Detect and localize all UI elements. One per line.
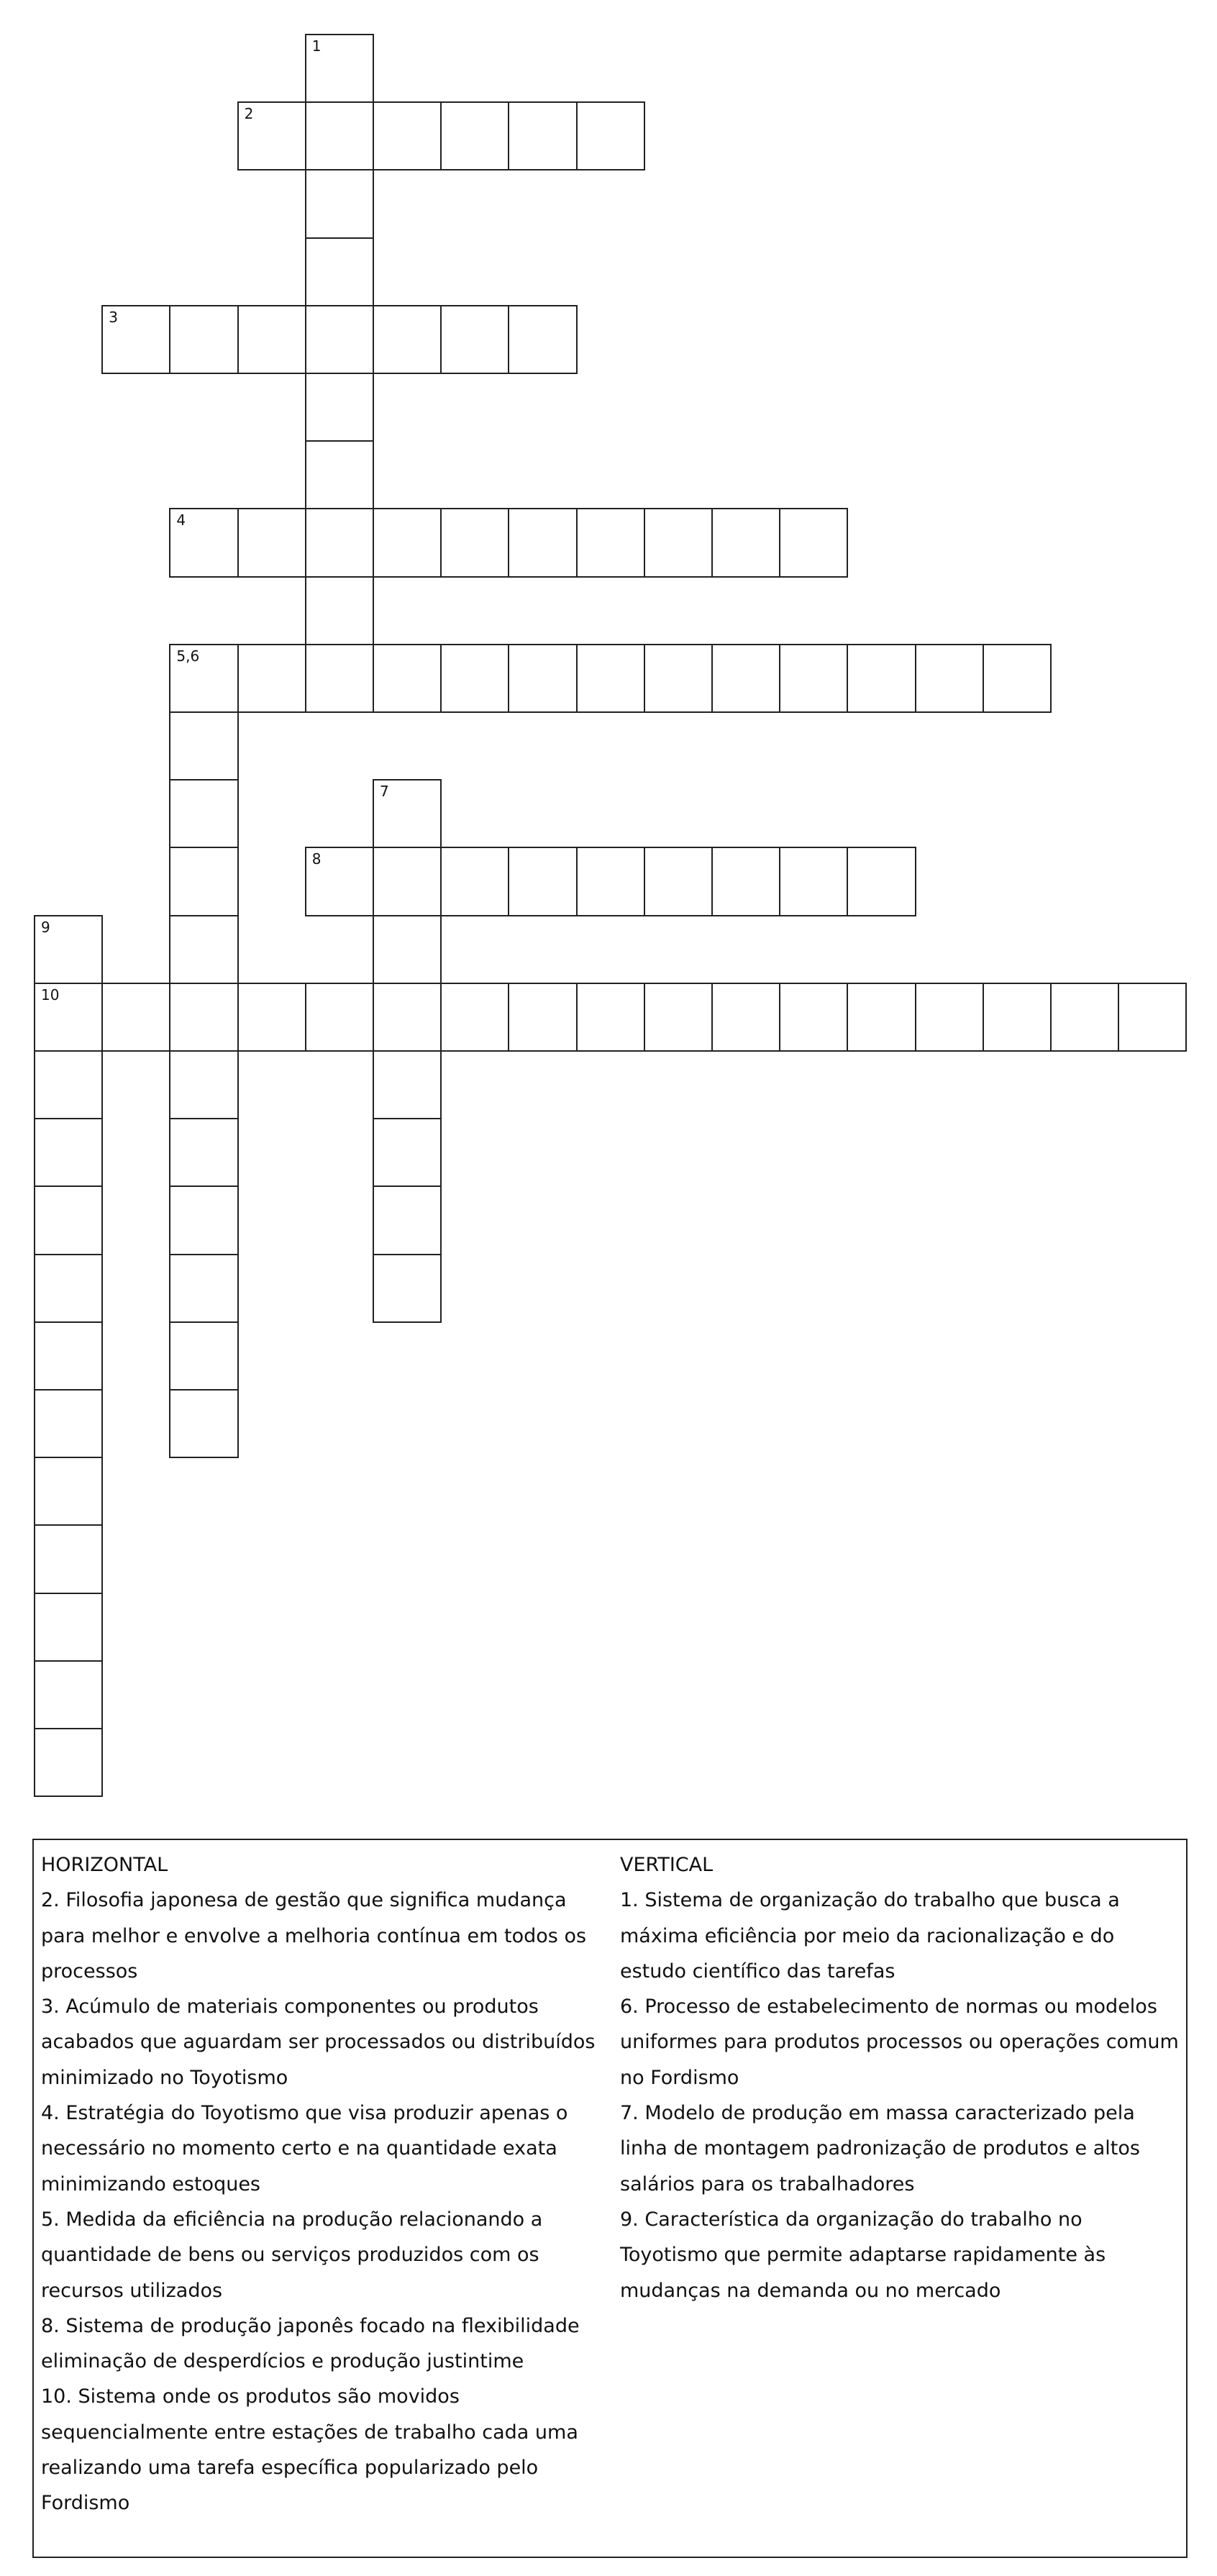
- crossword-cell[interactable]: [34, 1593, 103, 1662]
- crossword-cell[interactable]: [1118, 983, 1187, 1052]
- crossword-cell[interactable]: [169, 779, 238, 848]
- clue-across-2: 2. Filosofia japonesa de gestão que significa mudança para melhor e envolve a melhoria contínua em todos os processos: [41, 1889, 587, 1983]
- crossword-cell[interactable]: [711, 847, 780, 916]
- crossword-cell[interactable]: [440, 847, 509, 916]
- crossword-cell[interactable]: [983, 644, 1052, 713]
- crossword-cell[interactable]: [34, 1457, 103, 1526]
- crossword-cell[interactable]: [169, 1389, 238, 1458]
- clue-across-3: 3. Acúmulo de materiais componentes ou produtos acabados que aguardam ser processados ou distribuídos minimizado no Toyotismo: [41, 1995, 596, 2089]
- clue-number: 3: [109, 308, 118, 326]
- crossword-cell[interactable]: [644, 983, 713, 1052]
- crossword-cell[interactable]: [373, 508, 442, 577]
- crossword-cell[interactable]: [508, 983, 577, 1052]
- crossword-cell[interactable]: [34, 915, 103, 984]
- crossword-cell[interactable]: [373, 1254, 442, 1323]
- crossword-cell[interactable]: [305, 508, 374, 577]
- crossword-cell[interactable]: [305, 373, 374, 442]
- crossword-cell[interactable]: [34, 1050, 103, 1119]
- crossword-cell[interactable]: [305, 440, 374, 509]
- clue-across-5: 5. Medida da eficiência na produção relacionando a quantidade de bens ou serviços produzidos com os recursos utilizados: [41, 2208, 543, 2302]
- crossword-cell[interactable]: [440, 101, 509, 170]
- crossword-cell[interactable]: [373, 305, 442, 374]
- crossword-cell[interactable]: [169, 711, 238, 780]
- clue-across-8: 8. Sistema de produção japonês focado na flexibilidade eliminação de desperdícios e produção justintime: [41, 2314, 580, 2373]
- crossword-cell[interactable]: [847, 847, 916, 916]
- crossword-cell[interactable]: [34, 983, 103, 1052]
- crossword-cell[interactable]: [508, 101, 577, 170]
- crossword-cell[interactable]: [644, 508, 713, 577]
- crossword-cell[interactable]: [373, 983, 442, 1052]
- crossword-cell[interactable]: [237, 101, 306, 170]
- crossword-cell[interactable]: [711, 983, 780, 1052]
- crossword-cell[interactable]: [305, 576, 374, 645]
- crossword-cell[interactable]: [847, 644, 916, 713]
- crossword-cell[interactable]: [576, 847, 645, 916]
- crossword-cell[interactable]: [440, 644, 509, 713]
- clue-down-9: 9. Característica da organização do trabalho no Toyotismo que permite adaptarse rapidamente às mudanças na demanda ou no mercado: [620, 2208, 1106, 2302]
- crossword-cell[interactable]: [576, 644, 645, 713]
- clue-down-6: 6. Processo de estabelecimento de normas ou modelos uniformes para produtos processos ou operações comum no Fordismo: [620, 1995, 1179, 2089]
- crossword-cell[interactable]: [305, 237, 374, 306]
- crossword-cell[interactable]: [576, 983, 645, 1052]
- clue-down-1: 1. Sistema de organização do trabalho que busca a máxima eficiência por meio da racionalização e do estudo científico das tarefas: [620, 1889, 1120, 1983]
- crossword-cell[interactable]: [373, 101, 442, 170]
- crossword-cell[interactable]: [983, 983, 1052, 1052]
- crossword-cell[interactable]: [305, 305, 374, 374]
- crossword-cell[interactable]: [169, 1185, 238, 1255]
- crossword-cell[interactable]: [169, 305, 238, 374]
- clue-number: 2: [244, 105, 254, 123]
- crossword-cell[interactable]: [373, 1050, 442, 1119]
- crossword-cell[interactable]: [779, 847, 848, 916]
- crossword-cell[interactable]: [373, 644, 442, 713]
- crossword-cell[interactable]: [169, 915, 238, 984]
- crossword-cell[interactable]: [305, 101, 374, 170]
- crossword-cell[interactable]: [169, 983, 238, 1052]
- crossword-cell[interactable]: [576, 101, 645, 170]
- crossword-cell[interactable]: [373, 915, 442, 984]
- clue-number: 7: [380, 783, 389, 801]
- crossword-cell[interactable]: [237, 983, 306, 1052]
- crossword-cell[interactable]: [34, 1660, 103, 1729]
- crossword-cell[interactable]: [779, 508, 848, 577]
- crossword-cell[interactable]: [305, 644, 374, 713]
- crossword-cell[interactable]: [34, 1254, 103, 1323]
- crossword-cell[interactable]: [440, 508, 509, 577]
- crossword-cell[interactable]: [373, 1118, 442, 1187]
- crossword-cell[interactable]: [169, 847, 238, 916]
- crossword-cell[interactable]: [169, 1254, 238, 1323]
- crossword-cell[interactable]: [508, 847, 577, 916]
- crossword-cell[interactable]: [34, 1524, 103, 1593]
- clue-across-10: 10. Sistema onde os produtos são movidos sequencialmente entre estações de trabalho cada uma realizando uma tarefa específica popularizado pelo Fordismo: [41, 2385, 578, 2515]
- crossword-cell[interactable]: [305, 983, 374, 1052]
- clue-number: 5,6: [176, 647, 200, 665]
- clues-box: [32, 1839, 1188, 2558]
- crossword-cell[interactable]: [847, 983, 916, 1052]
- crossword-cell[interactable]: [169, 1321, 238, 1391]
- crossword-cell[interactable]: [101, 305, 170, 374]
- crossword-cell[interactable]: [305, 847, 374, 916]
- crossword-cell[interactable]: [373, 1185, 442, 1255]
- clue-number: 1: [311, 37, 322, 55]
- crossword-cell[interactable]: [915, 983, 984, 1052]
- clue-across-4: 4. Estratégia do Toyotismo que visa produzir apenas o necessário no momento certo e na quantidade exata minimizando estoques: [41, 2102, 568, 2195]
- crossword-cell[interactable]: [305, 169, 374, 238]
- crossword-cell[interactable]: [169, 508, 238, 577]
- clue-number: 10: [41, 986, 60, 1003]
- crossword-cell[interactable]: [101, 983, 170, 1052]
- crossword-cell[interactable]: [915, 644, 984, 713]
- crossword-cell[interactable]: [373, 779, 442, 848]
- clue-number: 8: [311, 850, 322, 868]
- crossword-cell[interactable]: [169, 644, 238, 713]
- crossword-cell[interactable]: [711, 508, 780, 577]
- crossword-cell[interactable]: [711, 644, 780, 713]
- crossword-cell[interactable]: [440, 983, 509, 1052]
- crossword-cell[interactable]: [34, 1321, 103, 1391]
- crossword-cell[interactable]: [169, 1050, 238, 1119]
- crossword-cell[interactable]: [373, 847, 442, 916]
- crossword-cell[interactable]: [1050, 983, 1119, 1052]
- crossword-cell[interactable]: [305, 34, 374, 103]
- vertical-clues: [620, 1847, 1181, 2308]
- crossword-cell[interactable]: [34, 1728, 103, 1797]
- crossword-cell[interactable]: [576, 508, 645, 577]
- crossword-cell[interactable]: [440, 305, 509, 374]
- crossword-cell[interactable]: [508, 508, 577, 577]
- crossword-cell[interactable]: [34, 1185, 103, 1255]
- crossword-cell[interactable]: [237, 305, 306, 374]
- crossword-cell[interactable]: [237, 508, 306, 577]
- crossword-cell[interactable]: [237, 644, 306, 713]
- crossword-cell[interactable]: [779, 644, 848, 713]
- crossword-cell[interactable]: [779, 983, 848, 1052]
- crossword-cell[interactable]: [644, 847, 713, 916]
- clue-number: 4: [176, 511, 186, 529]
- crossword-cell[interactable]: [34, 1118, 103, 1187]
- clue-down-7: 7. Modelo de produção em massa caracterizado pela linha de montagem padronização de produtos e altos salários para os trabalhadores: [620, 2102, 1140, 2195]
- clue-number: 9: [41, 918, 50, 936]
- crossword-cell[interactable]: [508, 644, 577, 713]
- vertical-heading: VERTICAL: [620, 1854, 714, 1876]
- crossword-cell[interactable]: [169, 1118, 238, 1187]
- horizontal-clues: [41, 1847, 609, 2521]
- crossword-cell[interactable]: [644, 644, 713, 713]
- crossword-cell[interactable]: [508, 305, 577, 374]
- horizontal-heading: HORIZONTAL: [41, 1854, 168, 1876]
- crossword-cell[interactable]: [34, 1389, 103, 1458]
